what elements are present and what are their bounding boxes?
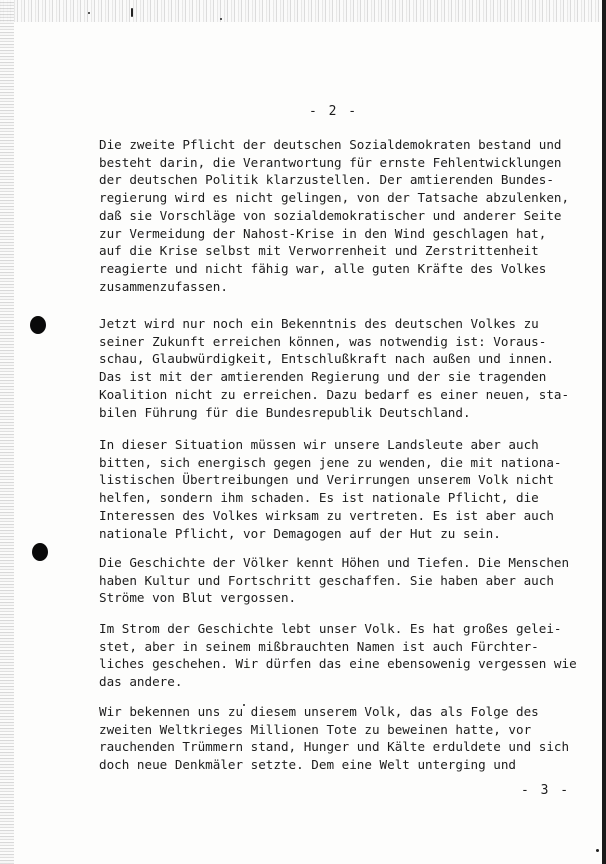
next-page-marker: - 3 - [521,783,571,798]
text-line: Die Geschichte der Völker kennt Höhen und Tiefen. Die Menschen [99,555,570,570]
text-line: bitten, sich energisch gegen jene zu wenden, die mit nationa- [99,454,562,470]
paragraph-4 [99,554,569,607]
text-line: regierung wird es nicht gelingen, von der Tatsache abzulenken, [99,190,570,206]
scan-speck [131,8,133,17]
scan-edge-right [602,0,606,864]
text-line: zur Vermeidung der Nahost-Krise in den Wind geschlagen hat, [99,225,547,241]
text-line: reagierte und nicht fähig war, alle guten Kräfte des Volkes [99,260,547,276]
text-line: Interessen des Volkes wirksam zu vertreten. Es ist aber auch [99,507,554,523]
text-line: listischen Übertreibungen und Verirrungen unserem Volk nicht [99,472,554,488]
scan-speck [88,12,90,14]
text-line: Das ist mit der amtierenden Regierung und der sie tragenden [99,369,547,385]
text-line: Jetzt wird nur noch ein Bekenntnis des deutschen Volkes zu [99,316,539,331]
text-line: Im Strom der Geschichte lebt unser Volk. Es hat großes gelei- [99,621,562,636]
text-line: Wir bekennen uns zu diesem unserem Volk, das als Folge des [99,704,539,719]
paragraph-5 [99,620,577,691]
text-line: der deutschen Politik klarzustellen. Der amtierenden Bundes- [99,172,554,188]
page-number: - 2 - [309,104,359,119]
text-line: liches geschehen. Wir dürfen das eine ebensowenig vergessen wie [99,656,577,672]
text-line: das andere. [99,674,183,690]
paragraph-3 [99,436,569,542]
paragraph-2 [99,315,569,421]
text-line: zusammenzufassen. [99,278,228,294]
text-line: seiner Zukunft erreichen können, was notwendig ist: Voraus- [99,333,547,349]
text-line: nationale Pflicht, vor Demagogen auf der Hut zu sein. [99,525,501,541]
text-line: Ströme von Blut vergossen. [99,590,297,606]
text-line: Koalition nicht zu erreichen. Dazu bedarf es einer neuen, sta- [99,386,570,402]
text-line: stet, aber in seinem mißbrauchten Namen ist auch Fürchter- [99,638,539,654]
text-line: zweiten Weltkrieges Millionen Tote zu beweinen hatte, vor [99,721,532,737]
scan-speck [220,18,222,20]
text-line: auf die Krise selbst mit Verworrenheit und Zerstrittenheit [99,243,539,259]
text-line: In dieser Situation müssen wir unsere Landsleute aber auch [99,437,539,452]
text-line: Die zweite Pflicht der deutschen Sozialdemokraten bestand und [99,137,562,152]
scan-edge-left [0,0,14,864]
scan-edge-top [0,0,606,22]
text-line: bilen Führung für die Bundesrepublik Deutschland. [99,404,471,420]
text-line: haben Kultur und Fortschritt geschaffen. Sie haben aber auch [99,572,554,588]
paragraph-6 [99,703,569,774]
punch-hole-lower [32,543,48,561]
text-line: helfen, sondern ihm schaden. Es ist nationale Pflicht, die [99,490,539,506]
text-line: schau, Glaubwürdigkeit, Entschlußkraft nach außen und innen. [99,351,554,367]
paragraph-1 [99,136,569,295]
text-line: doch neue Denkmäler setzte. Dem eine Welt unterging und [99,757,517,773]
scan-speck [596,849,599,852]
punch-hole-upper [30,316,46,334]
text-line: daß sie Vorschläge von sozialdemokratischer und anderer Seite [99,207,562,223]
text-line: besteht darin, die Verantwortung für ernste Fehlentwicklungen [99,154,562,170]
text-line: rauchenden Trümmern stand, Hunger und Kälte erduldete und sich [99,739,570,755]
